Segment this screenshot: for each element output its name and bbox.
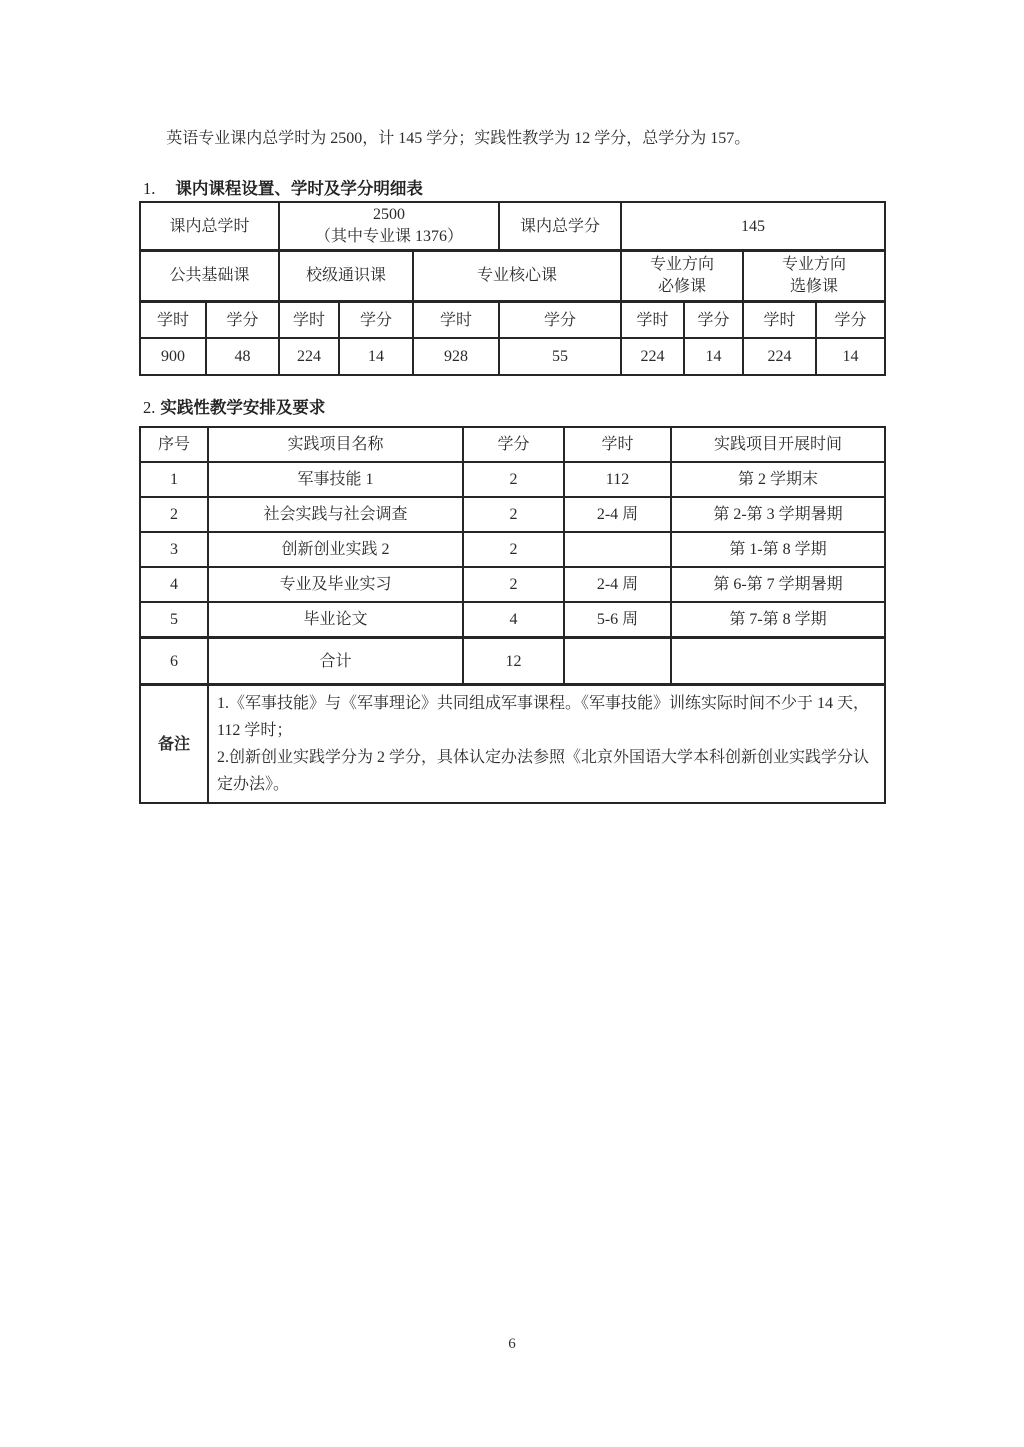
total-credits-value-cell: 145 [621,202,885,251]
subheader-cell: 学分 [499,302,621,339]
section1-number: 1. [143,179,156,198]
table-row [140,532,885,567]
section1-title: 课内课程设置、学时及学分明细表 [175,180,423,198]
seq-cell: 2 [140,497,208,532]
table-row [140,497,885,532]
value-cell: 928 [413,338,499,375]
intro-paragraph: 英语专业课内总学时为 2500，计 145 学分；实践性教学为 12 学分，总学分为 157。 [166,130,751,147]
value-cell: 224 [279,338,339,375]
practical-teaching-table [139,426,886,804]
total-hours-label-cell: 课内总学时 [140,202,279,251]
page-content [139,0,884,804]
seq-cell: 6 [140,638,208,685]
value-cell: 224 [621,338,684,375]
note-content-cell [208,685,885,804]
credits-cell: 2 [463,497,564,532]
total-hours-value-cell [279,202,499,251]
header-cell-hours: 学时 [564,427,671,462]
seq-cell: 5 [140,602,208,638]
value-cell: 48 [206,338,279,375]
course-hours-credits-table [139,201,886,376]
schedule-cell: 第 2 学期末 [671,462,885,497]
total-hours-value-detail: （其中专业课 1376） [315,228,464,245]
subheader-cell: 学时 [621,302,684,339]
project-name-cell: 毕业论文 [208,602,463,638]
credits-cell: 2 [463,462,564,497]
schedule-cell: 第 6-第 7 学期暑期 [671,567,885,602]
section1-heading [139,180,884,198]
note-line-2: 2.创新创业实践学分为 2 学分，具体认定办法参照《北京外国语大学本科创新创业实践学分认定办法》。 [217,749,870,793]
total-hours-value: 2500 [373,206,406,223]
section2-number: 2. [143,398,156,417]
header-cell-seq: 序号 [140,427,208,462]
subheader-cell: 学分 [816,302,885,339]
section2-heading [139,399,884,417]
credits-cell: 2 [463,532,564,567]
category-cell-direction-required: 专业方向 必修课 [621,251,743,302]
value-cell: 14 [816,338,885,375]
hours-cell [564,532,671,567]
subheader-cell: 学时 [413,302,499,339]
total-label-cell: 合计 [208,638,463,685]
project-name-cell: 创新创业实践 2 [208,532,463,567]
hours-cell: 112 [564,462,671,497]
seq-cell: 4 [140,567,208,602]
value-cell: 14 [684,338,743,375]
subheader-cell: 学分 [684,302,743,339]
schedule-cell: 第 2-第 3 学期暑期 [671,497,885,532]
schedule-cell: 第 7-第 8 学期 [671,602,885,638]
credits-cell: 2 [463,567,564,602]
credits-cell: 12 [463,638,564,685]
table-row-note [140,685,885,804]
hours-cell: 2-4 周 [564,497,671,532]
header-cell-project-name: 实践项目名称 [208,427,463,462]
category-cell-major-core: 专业核心课 [413,251,621,302]
project-name-cell: 社会实践与社会调查 [208,497,463,532]
project-name-cell: 专业及毕业实习 [208,567,463,602]
note-label-cell: 备注 [140,685,208,804]
subheader-cell: 学时 [279,302,339,339]
schedule-cell: 第 1-第 8 学期 [671,532,885,567]
total-credits-label-cell: 课内总学分 [499,202,621,251]
category-cell-direction-elective: 专业方向 选修课 [743,251,885,302]
hours-cell [564,638,671,685]
project-name-cell: 军事技能 1 [208,462,463,497]
category-cell-public-basic: 公共基础课 [140,251,279,302]
value-cell: 224 [743,338,816,375]
page-number: 6 [508,1336,516,1352]
hours-cell: 5-6 周 [564,602,671,638]
category-cell-general-education: 校级通识课 [279,251,413,302]
hours-cell: 2-4 周 [564,567,671,602]
value-cell: 900 [140,338,206,375]
table-row [140,602,885,638]
value-cell: 14 [339,338,413,375]
subheader-cell: 学分 [339,302,413,339]
section2-title: 实践性教学安排及要求 [160,399,326,417]
header-cell-credits: 学分 [463,427,564,462]
table-row-total [140,638,885,685]
table-row [140,462,885,497]
seq-cell: 3 [140,532,208,567]
subheader-cell: 学分 [206,302,279,339]
header-cell-schedule: 实践项目开展时间 [671,427,885,462]
note-line-1: 1.《军事技能》与《军事理论》共同组成军事课程。《军事技能》训练实际时间不少于 14 天，112 学时； [217,695,870,739]
credits-cell: 4 [463,602,564,638]
subheader-cell: 学时 [743,302,816,339]
table-row [140,567,885,602]
schedule-cell [671,638,885,685]
seq-cell: 1 [140,462,208,497]
subheader-cell: 学时 [140,302,206,339]
value-cell: 55 [499,338,621,375]
